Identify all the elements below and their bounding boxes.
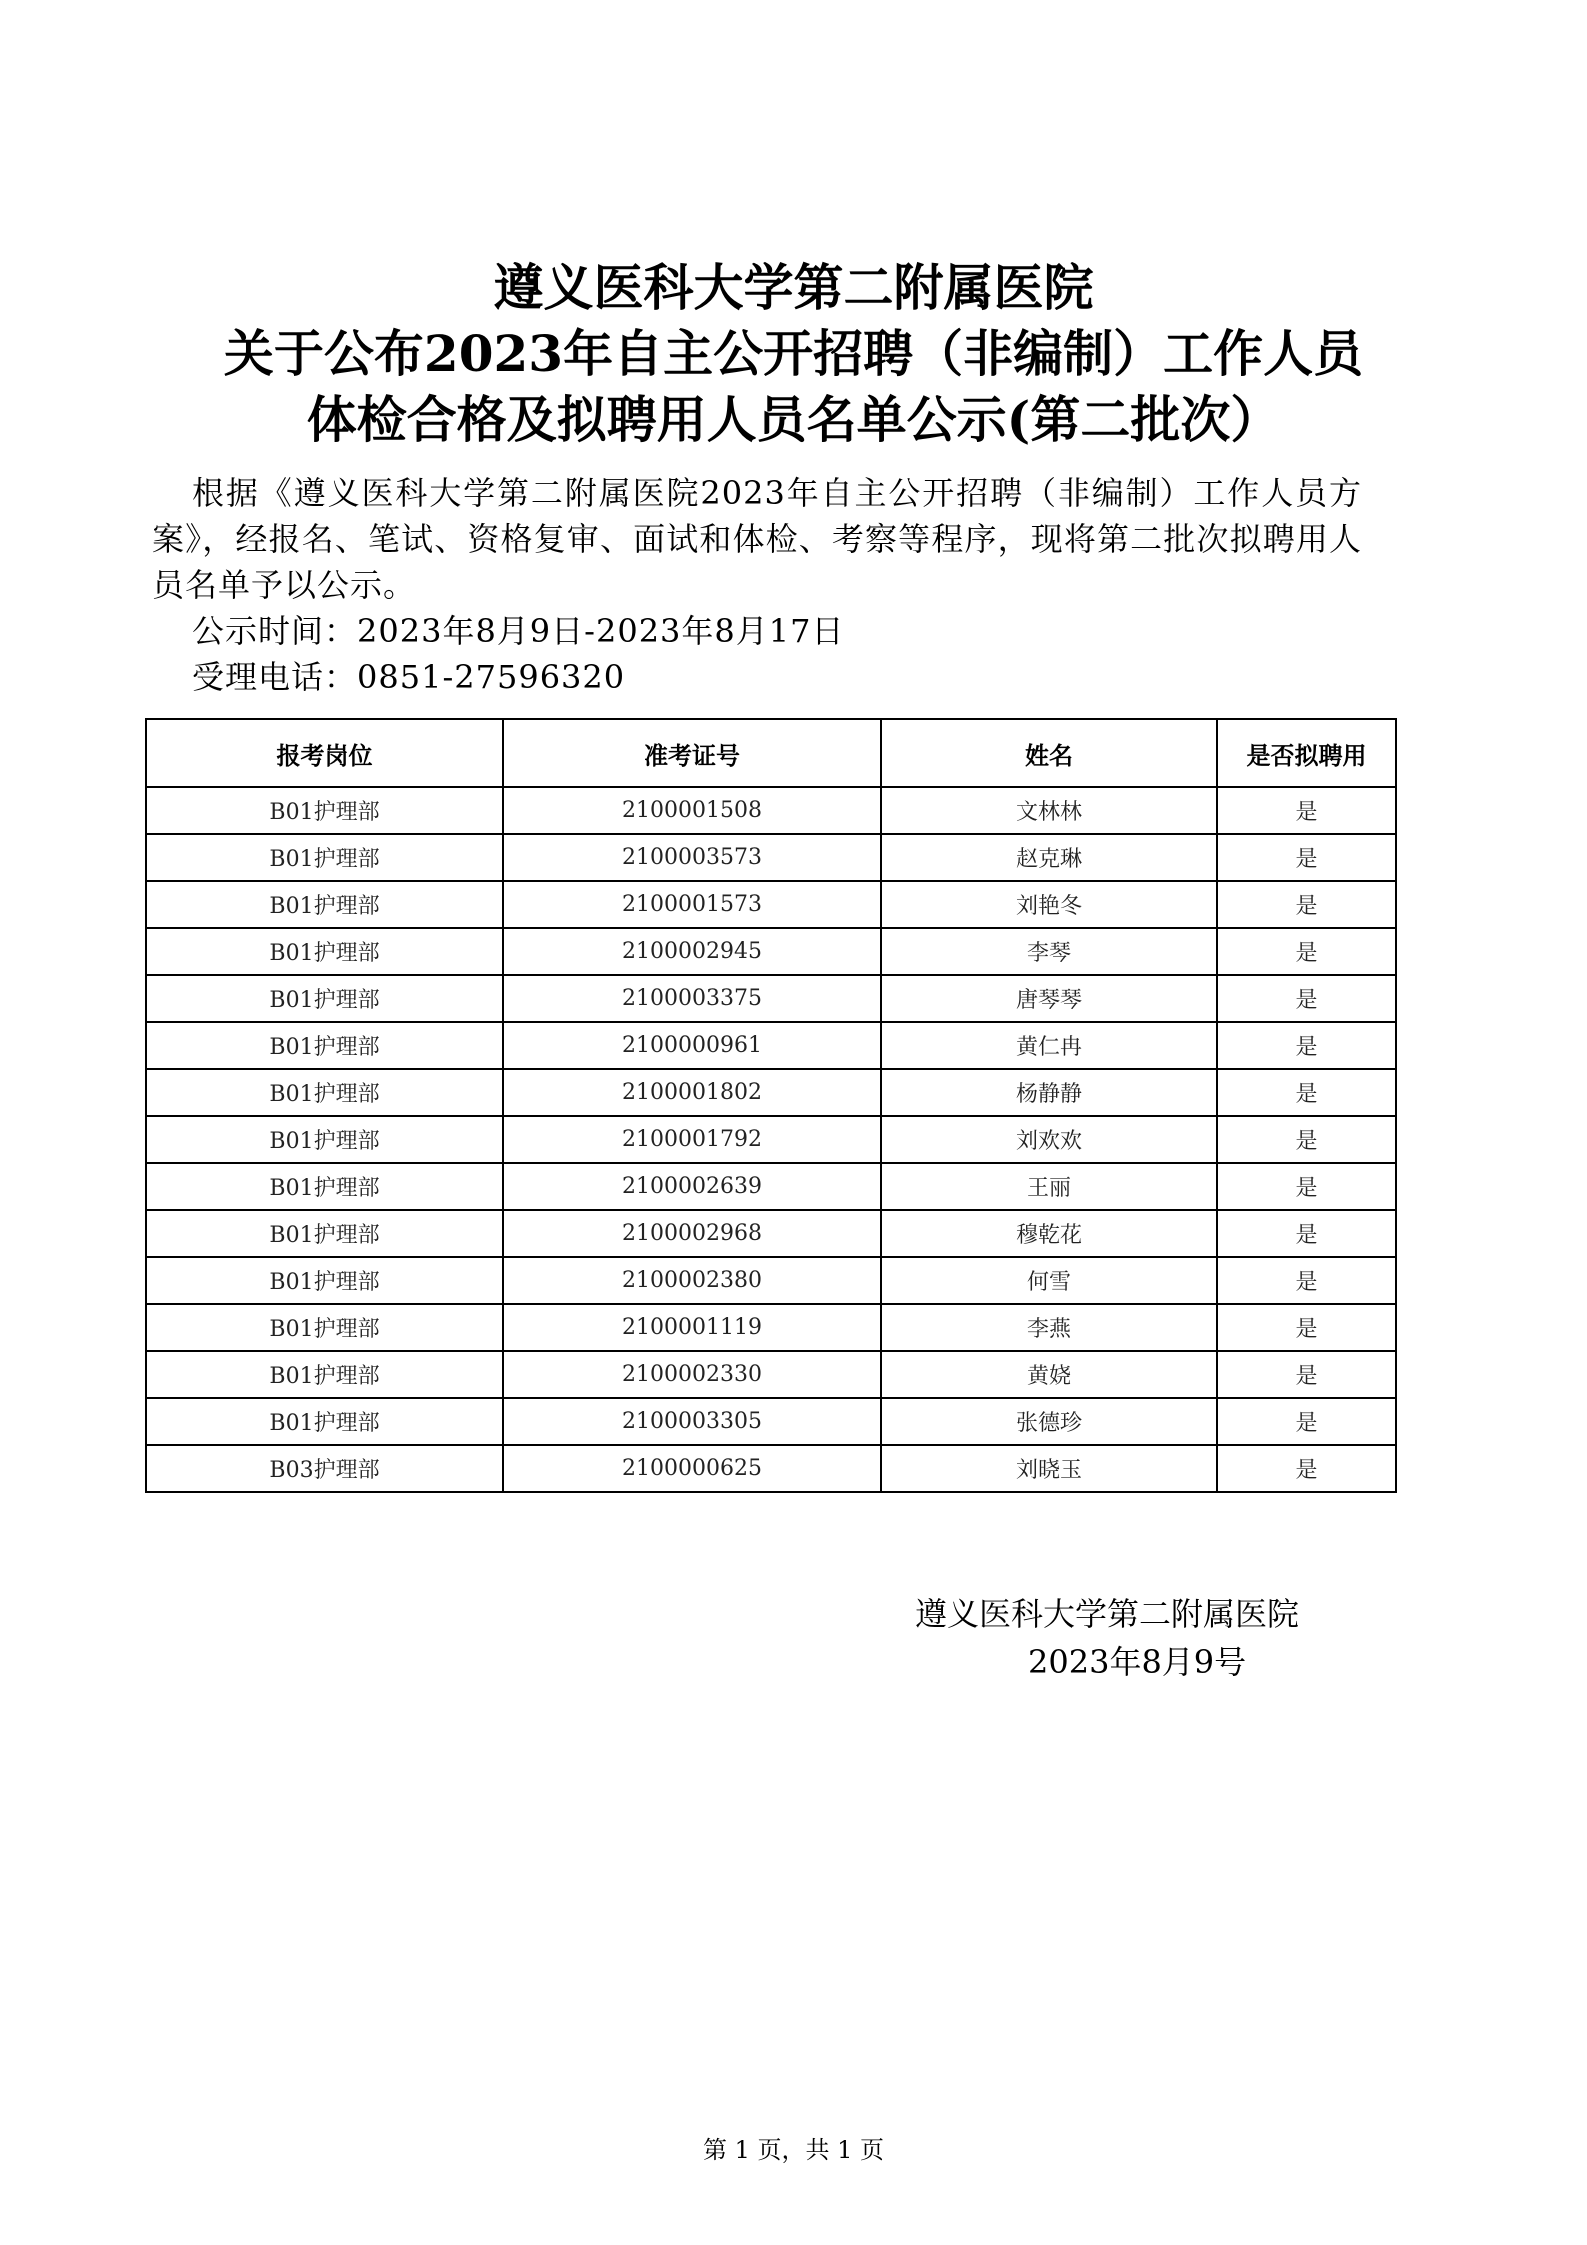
cell-hired: 是 bbox=[1217, 1210, 1396, 1257]
cell-name: 刘艳冬 bbox=[881, 881, 1217, 928]
cell-hired: 是 bbox=[1217, 928, 1396, 975]
table-row bbox=[146, 1069, 1396, 1116]
table-row bbox=[146, 928, 1396, 975]
cell-exam-number: 2100003375 bbox=[503, 975, 881, 1022]
cell-position: B03护理部 bbox=[146, 1445, 503, 1492]
intro-paragraph: 根据《遵义医科大学第二附属医院2023年自主公开招聘（非编制）工作人员方案》，经报名、笔试、资格复审、面试和体检、考察等程序，现将第二批次拟聘用人员名单予以公示。 bbox=[152, 474, 1362, 604]
cell-hired: 是 bbox=[1217, 975, 1396, 1022]
cell-hired: 是 bbox=[1217, 1304, 1396, 1351]
cell-exam-number: 2100001573 bbox=[503, 881, 881, 928]
cell-name: 杨静静 bbox=[881, 1069, 1217, 1116]
cell-exam-number: 2100003573 bbox=[503, 834, 881, 881]
cell-exam-number: 2100002945 bbox=[503, 928, 881, 975]
table-row bbox=[146, 1398, 1396, 1445]
table-row bbox=[146, 1351, 1396, 1398]
cell-name: 李燕 bbox=[881, 1304, 1217, 1351]
cell-name: 文林林 bbox=[881, 787, 1217, 834]
cell-position: B01护理部 bbox=[146, 1022, 503, 1069]
cell-position: B01护理部 bbox=[146, 1069, 503, 1116]
table-row bbox=[146, 1304, 1396, 1351]
cell-exam-number: 2100002968 bbox=[503, 1210, 881, 1257]
header-hired: 是否拟聘用 bbox=[1217, 719, 1396, 787]
cell-position: B01护理部 bbox=[146, 1257, 503, 1304]
title-line-2: 关于公布2023年自主公开招聘（非编制）工作人员 bbox=[223, 324, 1364, 383]
cell-hired: 是 bbox=[1217, 1445, 1396, 1492]
cell-name: 何雪 bbox=[881, 1257, 1217, 1304]
cell-exam-number: 2100002380 bbox=[503, 1257, 881, 1304]
title-line-1: 遵义医科大学第二附属医院 bbox=[493, 258, 1094, 317]
cell-position: B01护理部 bbox=[146, 1351, 503, 1398]
cell-name: 黄娆 bbox=[881, 1351, 1217, 1398]
cell-hired: 是 bbox=[1217, 1116, 1396, 1163]
cell-hired: 是 bbox=[1217, 1163, 1396, 1210]
table-row bbox=[146, 787, 1396, 834]
table-header-row bbox=[146, 719, 1396, 787]
cell-exam-number: 2100000625 bbox=[503, 1445, 881, 1492]
cell-name: 唐琴琴 bbox=[881, 975, 1217, 1022]
contact-phone: 受理电话：0851-27596320 bbox=[192, 658, 626, 696]
table-row bbox=[146, 1116, 1396, 1163]
table-row bbox=[146, 1257, 1396, 1304]
signature-date: 2023年8月9号 bbox=[1028, 1643, 1247, 1681]
cell-position: B01护理部 bbox=[146, 1163, 503, 1210]
table-row bbox=[146, 1445, 1396, 1492]
cell-hired: 是 bbox=[1217, 881, 1396, 928]
cell-position: B01护理部 bbox=[146, 1210, 503, 1257]
candidate-table bbox=[145, 718, 1397, 1493]
cell-name: 李琴 bbox=[881, 928, 1217, 975]
publish-time: 公示时间：2023年8月9日-2023年8月17日 bbox=[192, 612, 845, 650]
cell-hired: 是 bbox=[1217, 787, 1396, 834]
table-row bbox=[146, 1163, 1396, 1210]
cell-position: B01护理部 bbox=[146, 787, 503, 834]
header-exam-number: 准考证号 bbox=[503, 719, 881, 787]
cell-position: B01护理部 bbox=[146, 881, 503, 928]
cell-name: 黄仁冉 bbox=[881, 1022, 1217, 1069]
table-row bbox=[146, 975, 1396, 1022]
cell-exam-number: 2100003305 bbox=[503, 1398, 881, 1445]
header-name: 姓名 bbox=[881, 719, 1217, 787]
cell-name: 王丽 bbox=[881, 1163, 1217, 1210]
cell-exam-number: 2100001802 bbox=[503, 1069, 881, 1116]
cell-position: B01护理部 bbox=[146, 834, 503, 881]
cell-name: 赵克琳 bbox=[881, 834, 1217, 881]
cell-hired: 是 bbox=[1217, 1069, 1396, 1116]
cell-hired: 是 bbox=[1217, 834, 1396, 881]
cell-name: 穆乾花 bbox=[881, 1210, 1217, 1257]
page-footer: 第 1 页，共 1 页 bbox=[702, 2136, 885, 2164]
table-body bbox=[146, 787, 1396, 1492]
cell-exam-number: 2100001792 bbox=[503, 1116, 881, 1163]
header-position: 报考岗位 bbox=[146, 719, 503, 787]
table-row bbox=[146, 1022, 1396, 1069]
cell-exam-number: 2100001119 bbox=[503, 1304, 881, 1351]
table-row bbox=[146, 834, 1396, 881]
cell-hired: 是 bbox=[1217, 1351, 1396, 1398]
cell-position: B01护理部 bbox=[146, 1398, 503, 1445]
cell-exam-number: 2100002639 bbox=[503, 1163, 881, 1210]
cell-position: B01护理部 bbox=[146, 928, 503, 975]
cell-exam-number: 2100001508 bbox=[503, 787, 881, 834]
cell-exam-number: 2100000961 bbox=[503, 1022, 881, 1069]
table-row bbox=[146, 1210, 1396, 1257]
cell-exam-number: 2100002330 bbox=[503, 1351, 881, 1398]
cell-hired: 是 bbox=[1217, 1257, 1396, 1304]
title-line-3: 体检合格及拟聘用人员名单公示(第二批次） bbox=[306, 390, 1281, 449]
table-row bbox=[146, 881, 1396, 928]
cell-position: B01护理部 bbox=[146, 1116, 503, 1163]
cell-name: 张德珍 bbox=[881, 1398, 1217, 1445]
cell-hired: 是 bbox=[1217, 1398, 1396, 1445]
cell-hired: 是 bbox=[1217, 1022, 1396, 1069]
cell-position: B01护理部 bbox=[146, 1304, 503, 1351]
cell-name: 刘欢欢 bbox=[881, 1116, 1217, 1163]
signature-org: 遵义医科大学第二附属医院 bbox=[915, 1595, 1300, 1633]
cell-name: 刘晓玉 bbox=[881, 1445, 1217, 1492]
cell-position: B01护理部 bbox=[146, 975, 503, 1022]
